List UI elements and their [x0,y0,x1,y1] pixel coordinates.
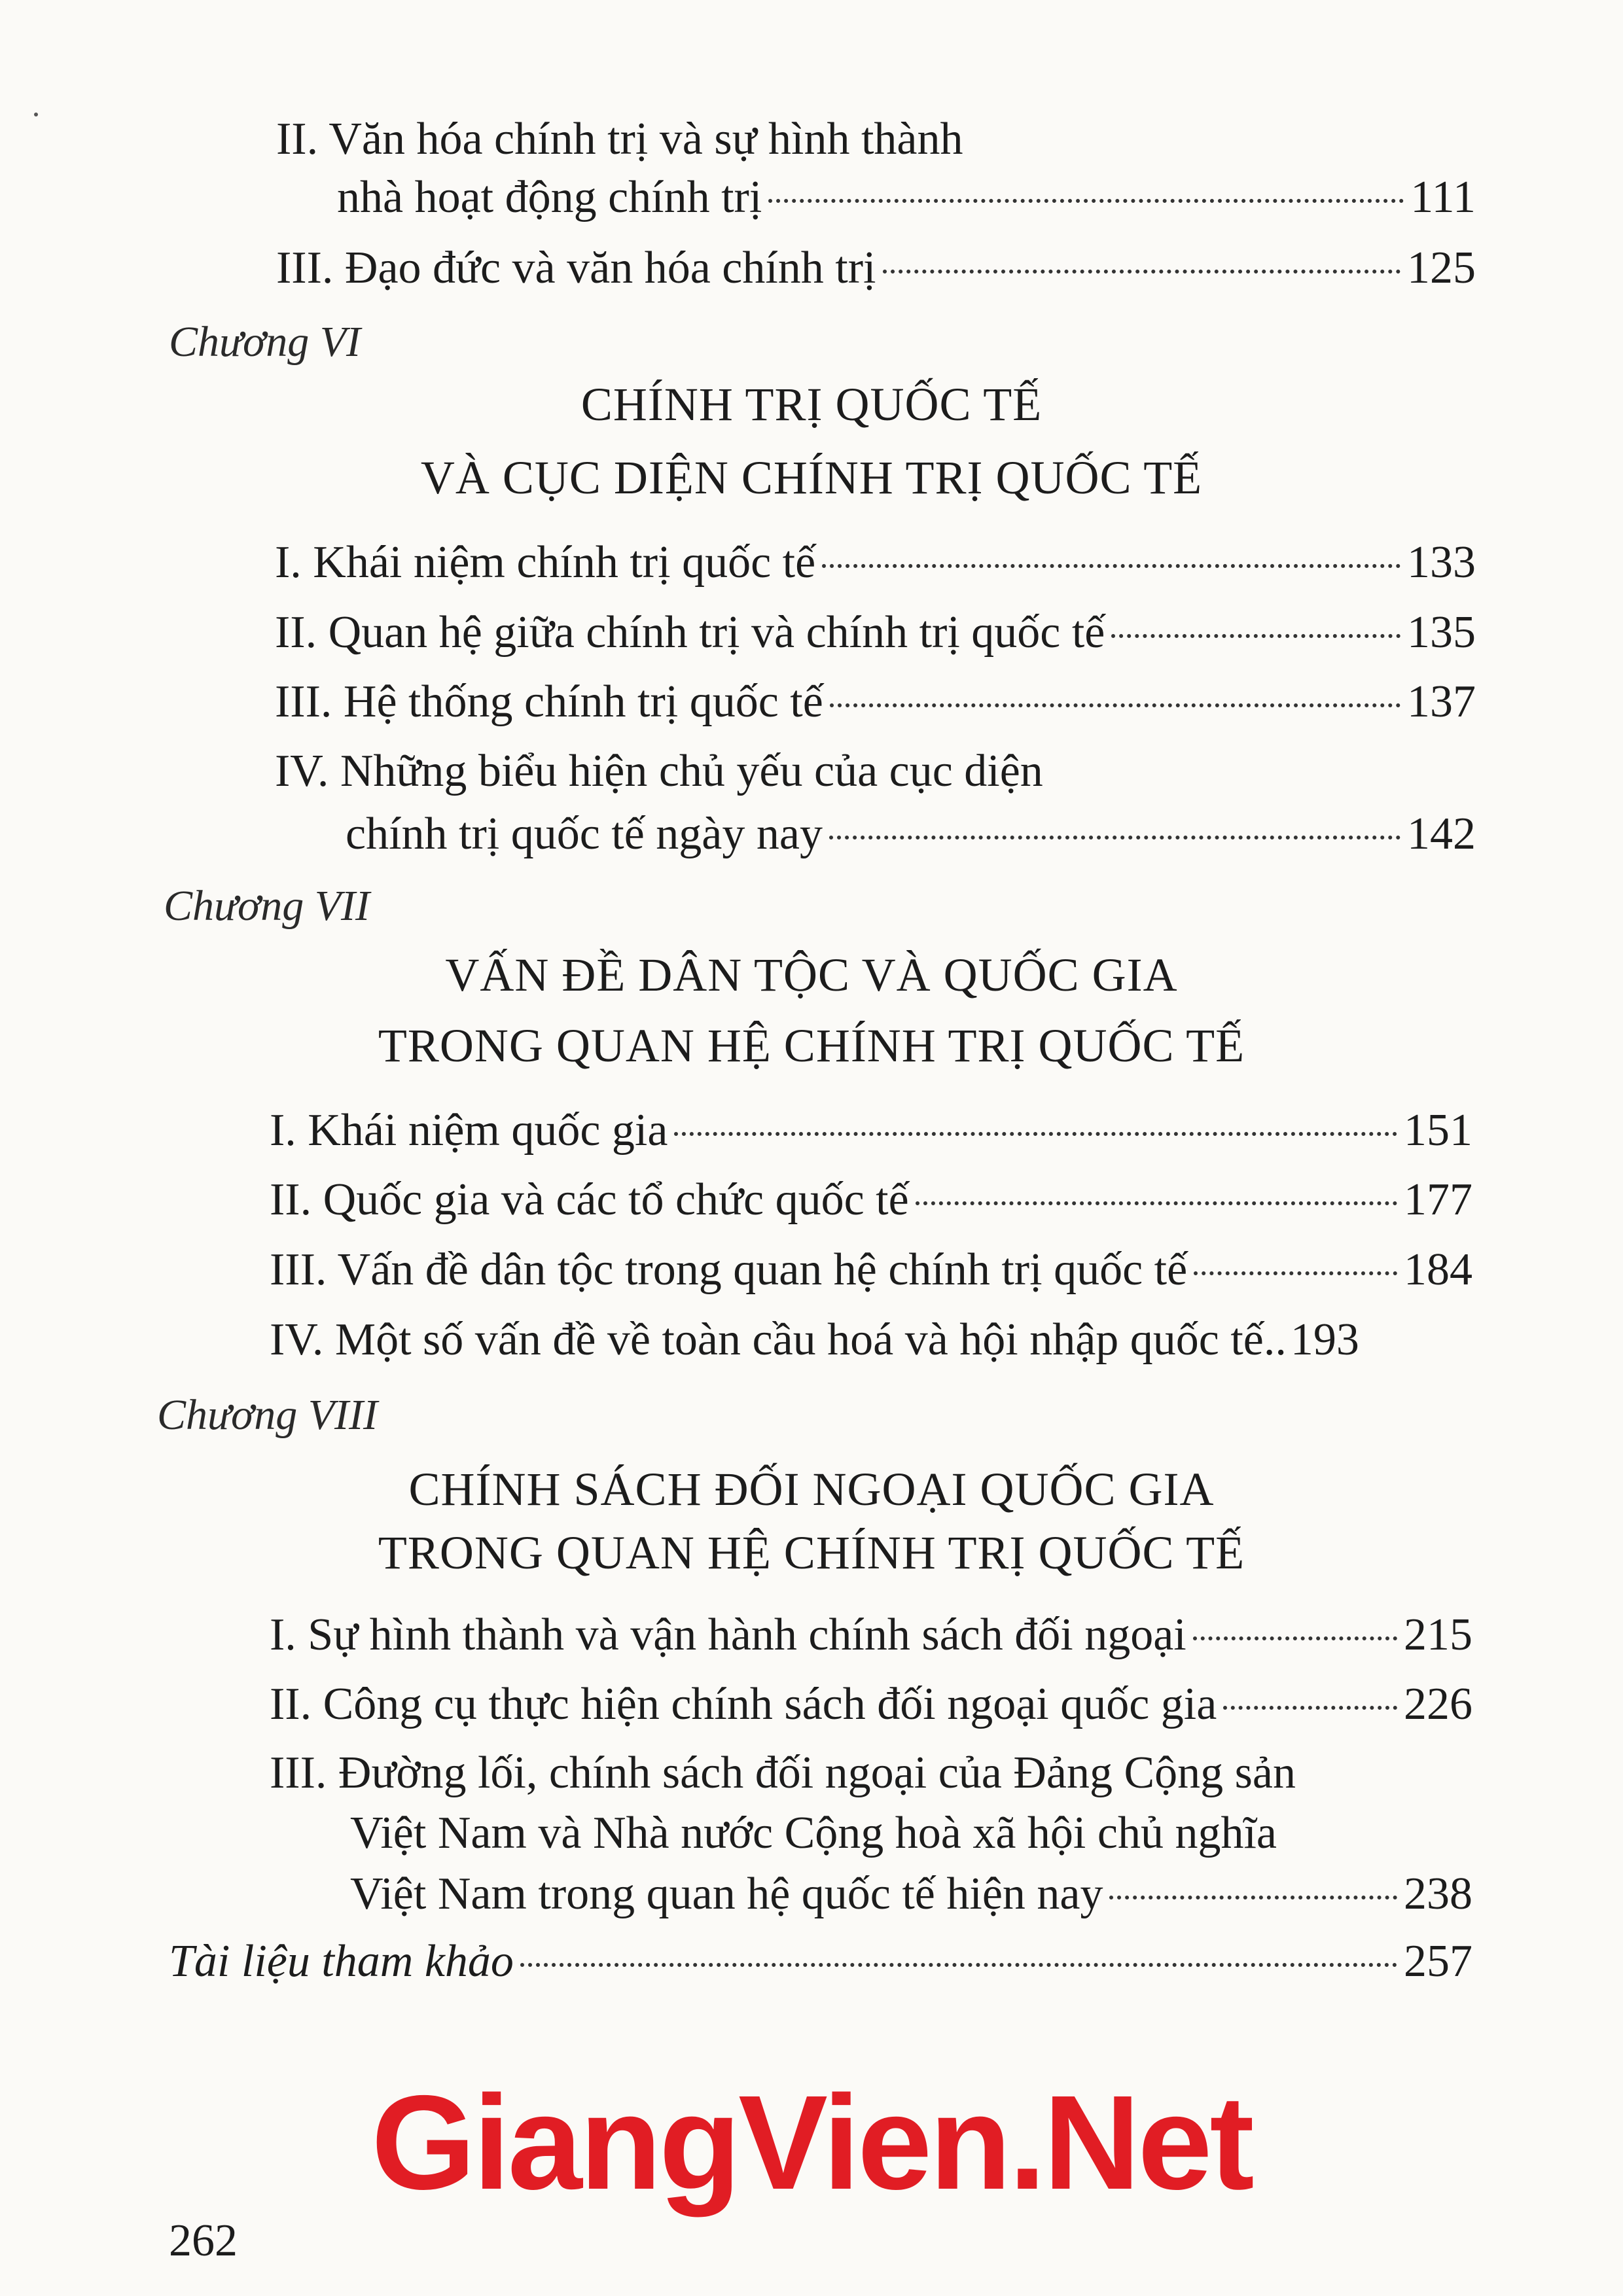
toc-page-number: 238 [1404,1869,1472,1919]
toc-entry-text: Tài liệu tham khảo [169,1936,514,1987]
dot-leader [1194,1271,1397,1275]
toc-entry-text: I. Khái niệm quốc gia [270,1105,668,1156]
dot-leader [1111,634,1400,638]
toc-entry-8-2[interactable] [270,1675,1472,1734]
toc-entry-8-1[interactable] [270,1606,1472,1665]
toc-page-number: 125 [1407,243,1476,293]
toc-entry-text: III. Vấn đề dân tộc trong quan hệ chính trị quốc tế [270,1245,1188,1295]
toc-entry-text: IV. Một số vấn đề về toàn cầu hoá và hội nhập quốc tế.. [270,1315,1287,1365]
dot-leader [830,703,1400,707]
toc-entry-text: chính trị quốc tế ngày nay [346,809,823,859]
toc-page-number: 257 [1404,1936,1472,1987]
toc-entry-text: II. Công cụ thực hiện chính sách đối ngoại quốc gia [270,1679,1217,1729]
chapter-title-7-line1: VẤN ĐỀ DÂN TỘC VÀ QUỐC GIA [445,949,1178,1001]
chapter-label-6: Chương VI [169,318,361,366]
toc-entry-5-3[interactable] [276,239,1476,298]
toc-page-number: 111 [1410,172,1476,222]
toc-page-number: 135 [1407,607,1476,658]
toc-entry-text: III. Đạo đức và văn hóa chính trị [276,243,876,293]
toc-page-number: 177 [1404,1174,1472,1225]
toc-entry-6-1[interactable] [275,533,1476,592]
chapter-title-6-line2: VÀ CỤC DIỆN CHÍNH TRỊ QUỐC TẾ [420,451,1203,504]
page-number: 262 [169,2216,238,2266]
toc-entry-8-3-line1: III. Đường lối, chính sách đối ngoại của Đảng Cộng sản [270,1748,1296,1798]
chapter-title-8-line2: TRONG QUAN HỆ CHÍNH TRỊ QUỐC TẾ [378,1527,1245,1579]
chapter-title-8-line1: CHÍNH SÁCH ĐỐI NGOẠI QUỐC GIA [408,1463,1215,1515]
toc-entry-references[interactable] [169,1932,1472,1991]
chapter-title-6-line1: CHÍNH TRỊ QUỐC TẾ [580,378,1043,431]
toc-entry-text: III. Hệ thống chính trị quốc tế [275,677,823,727]
toc-entry-6-2[interactable] [275,603,1476,662]
toc-page-number: 184 [1404,1245,1472,1295]
toc-entry-5-2[interactable] [337,168,1476,227]
dot-leader [916,1201,1397,1205]
dot-leader [883,270,1401,274]
toc-entry-6-3[interactable] [275,673,1476,732]
toc-page-number: 226 [1404,1679,1472,1729]
toc-entry-text: II. Quốc gia và các tổ chức quốc tế [270,1174,909,1225]
dot-leader [1109,1896,1397,1899]
toc-entry-7-3[interactable] [270,1241,1472,1299]
toc-page-number: 151 [1404,1105,1472,1156]
toc-page-number: 133 [1407,537,1476,588]
toc-entry-8-3-line2: Việt Nam và Nhà nước Cộng hoà xã hội chủ nghĩa [350,1808,1277,1858]
toc-entry-text: I. Sự hình thành và vận hành chính sách đối ngoại [270,1610,1186,1660]
toc-entry-6-4-line1: IV. Những biểu hiện chủ yếu của cục diện [275,746,1043,796]
toc-page-number: 142 [1407,809,1476,859]
chapter-title-7-line2: TRONG QUAN HỆ CHÍNH TRỊ QUỐC TẾ [378,1019,1245,1072]
toc-entry-text: II. Quan hệ giữa chính trị và chính trị quốc tế [275,607,1105,658]
toc-entry-8-3[interactable] [350,1865,1472,1924]
dot-leader [1193,1636,1397,1640]
toc-page-number: 193 [1290,1315,1359,1365]
scan-speck [34,113,38,116]
dot-leader [520,1963,1397,1967]
dot-leader [829,836,1400,839]
toc-page-number: 215 [1404,1610,1472,1660]
toc-page-number: 137 [1407,677,1476,727]
dot-leader [822,564,1400,568]
chapter-label-7: Chương VII [164,882,370,930]
toc-entry-7-2[interactable] [270,1171,1472,1229]
toc-entry-7-1[interactable] [270,1101,1472,1160]
toc-entry-text: I. Khái niệm chính trị quốc tế [275,537,816,588]
toc-entry-7-4[interactable] [270,1311,1472,1369]
toc-entry-6-4[interactable] [346,805,1476,864]
toc-entry-text: Việt Nam trong quan hệ quốc tế hiện nay [350,1869,1103,1919]
toc-entry-5-2-line1: II. Văn hóa chính trị và sự hình thành [276,114,963,164]
dot-leader [768,199,1404,203]
watermark-text: GiangVien.Net [371,2068,1252,2217]
dot-leader [674,1132,1397,1136]
chapter-label-8: Chương VIII [157,1391,378,1439]
toc-entry-text: nhà hoạt động chính trị [337,172,762,222]
dot-leader [1223,1706,1397,1710]
